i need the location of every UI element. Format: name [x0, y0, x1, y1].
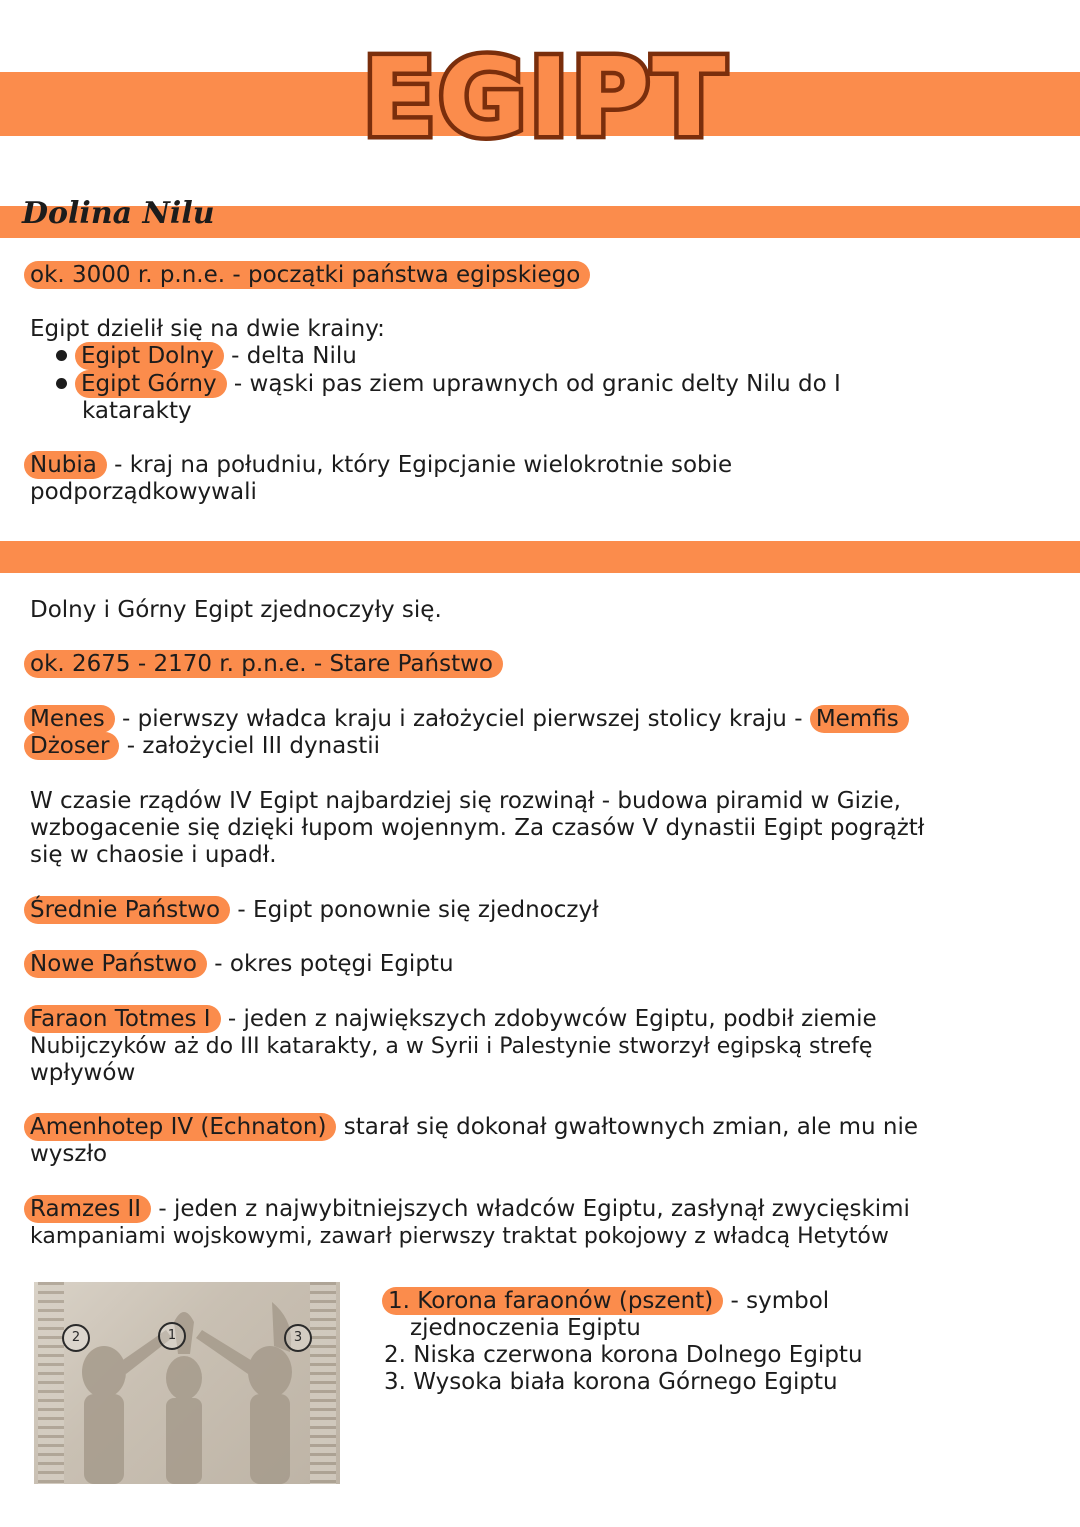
- regions-intro: Egipt dzielił się na dwie krainy:: [30, 316, 385, 342]
- region-desc: - delta Nilu: [223, 343, 357, 369]
- dzoser-line: [24, 733, 380, 760]
- region-term: Egipt Dolny: [75, 342, 224, 370]
- date-line-2: [24, 651, 503, 678]
- nowe-desc: - okres potęgi Egiptu: [206, 951, 454, 977]
- menes-desc: - pierwszy władca kraju i założyciel pierwszej stolicy kraju -: [114, 706, 810, 732]
- region-item-upper: [56, 371, 841, 398]
- srednie-line: [24, 897, 599, 924]
- ramzes-term: Ramzes II: [24, 1195, 151, 1223]
- date-highlight: ok. 2675 - 2170 r. p.n.e. - Stare Państwo: [24, 650, 503, 678]
- marker-3: 3: [284, 1324, 312, 1352]
- nubia-desc-cont: podporządkowywali: [30, 479, 257, 505]
- memfis-term: Memfis: [810, 705, 909, 733]
- menes-term: Menes: [24, 705, 115, 733]
- date-line-1: [24, 262, 590, 289]
- ramzes-desc-cont: kampaniami wojskowymi, zawarł pierwszy traktat pokojowy z władcą Hetytów: [30, 1224, 889, 1249]
- bullet-icon: [56, 350, 67, 361]
- menes-line: [24, 706, 909, 733]
- amenhotep-term: Amenhotep IV (Echnaton): [24, 1113, 336, 1141]
- totmes-desc-cont: Nubijczyków aż do III katarakty, a w Syrii i Palestynie stworzył egipską strefę: [30, 1034, 873, 1059]
- totmes-line: [24, 1006, 877, 1033]
- paragraph-line: się w chaosie i upadł.: [30, 842, 277, 868]
- region-desc: - wąski pas ziem uprawnych od granic delty Nilu do I: [226, 371, 841, 397]
- paragraph-line: W czasie rządów IV Egipt najbardziej się rozwinął - budowa piramid w Gizie,: [30, 788, 901, 814]
- crown-item-3: 3. Wysoka biała korona Górnego Egiptu: [384, 1369, 838, 1395]
- totmes-term: Faraon Totmes I: [24, 1005, 221, 1033]
- dzoser-term: Dżoser: [24, 732, 119, 760]
- srednie-term: Średnie Państwo: [24, 896, 230, 924]
- marker-2: 2: [62, 1324, 90, 1352]
- region-term: Egipt Górny: [75, 370, 227, 398]
- region-desc-cont: katarakty: [82, 398, 192, 424]
- totmes-desc-cont: wpływów: [30, 1060, 136, 1086]
- marker-1: 1: [158, 1322, 186, 1350]
- crown-item-1-desc: - symbol: [723, 1288, 830, 1314]
- section-heading: Dolina Nilu: [22, 196, 215, 231]
- nowe-line: [24, 951, 454, 978]
- totmes-desc: - jeden z największych zdobywców Egiptu, podbił ziemie: [220, 1006, 877, 1032]
- srednie-desc: - Egipt ponownie się zjednoczył: [230, 897, 599, 923]
- relief-image: [34, 1282, 340, 1484]
- page-title: EGIPT: [362, 35, 728, 161]
- unification-line: Dolny i Górny Egipt zjednoczyły się.: [30, 597, 442, 623]
- nubia-line: [24, 452, 732, 479]
- crown-item-2: 2. Niska czerwona korona Dolnego Egiptu: [384, 1342, 863, 1368]
- ramzes-desc: - jeden z najwybitniejszych władców Egiptu, zasłynął zwycięskimi: [151, 1196, 910, 1222]
- nubia-desc: - kraj na południu, który Egipcjanie wielokrotnie sobie: [106, 452, 733, 478]
- relief-figures: [34, 1282, 340, 1484]
- nubia-term: Nubia: [24, 451, 107, 479]
- date-highlight: ok. 3000 r. p.n.e. - początki państwa egipskiego: [24, 261, 590, 289]
- amenhotep-line: [24, 1114, 918, 1141]
- crown-item-1-term: 1. Korona faraonów (pszent): [382, 1287, 723, 1315]
- crown-item-1-cont: zjednoczenia Egiptu: [410, 1315, 641, 1341]
- dzoser-desc: - założyciel III dynastii: [119, 733, 381, 759]
- nowe-term: Nowe Państwo: [24, 950, 207, 978]
- ramzes-line: [24, 1196, 910, 1223]
- section-band-2: [0, 541, 1080, 573]
- bullet-icon: [56, 378, 67, 389]
- amenhotep-desc: starał się dokonał gwałtownych zmian, ale mu nie: [336, 1114, 919, 1140]
- crown-item-1: [382, 1288, 829, 1315]
- paragraph-line: wzbogacenie się dzięki łupom wojennym. Za czasów V dynastii Egipt pogrążtł: [30, 815, 925, 841]
- region-item-lower: [56, 343, 357, 370]
- amenhotep-desc-cont: wyszło: [30, 1141, 108, 1167]
